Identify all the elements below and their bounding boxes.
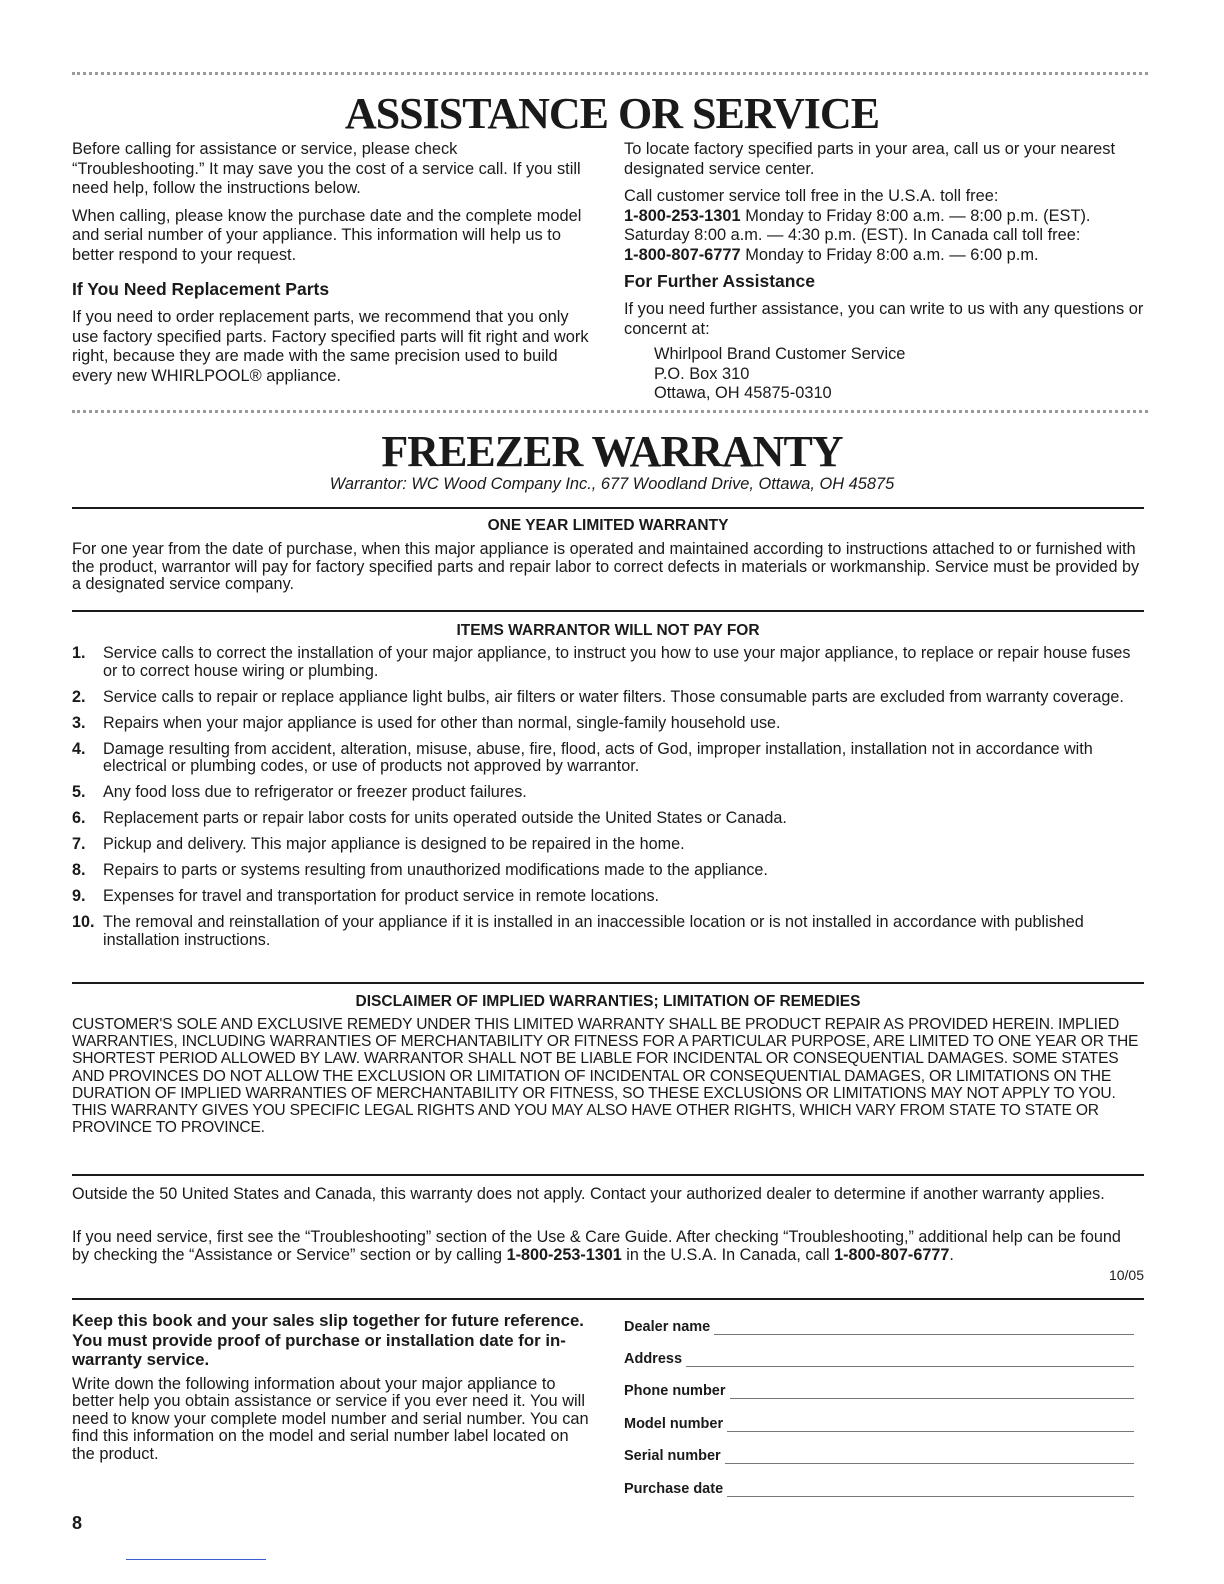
field-line <box>727 1480 1134 1497</box>
item-text: Service calls to repair or replace appliance light bulbs, air filters or water filters. Those consumable parts are excluded from warranty coverage. <box>103 687 1124 706</box>
document-version: 10/05 <box>1108 1267 1144 1283</box>
service-info-part: If you need service, first see the “Troubleshooting” section of the Use & Care Guide. After checking “Troubleshooting,” additional help can be found by checking the “Assistance or Service” section or by calling <box>72 1228 1121 1264</box>
dealer-name-field[interactable] <box>624 1313 1134 1335</box>
service-info-part: . <box>949 1245 954 1264</box>
item-text: Any food loss due to refrigerator or freezer product failures. <box>103 783 527 801</box>
list-item <box>72 645 1144 680</box>
phone-number-field[interactable] <box>624 1377 1134 1399</box>
item-text: Service calls to correct the installation of your major appliance, to instruct you how to use your major appliance, to replace or repair house fuses or to correct house wiring or plumbing. <box>103 644 1131 680</box>
service-us-phone: 1-800-253-1301 <box>506 1245 622 1264</box>
item-number: 4. <box>72 739 86 758</box>
field-label: Serial number <box>624 1448 721 1464</box>
us-hours: Monday to Friday 8:00 a.m. — 8:00 p.m. (EST). Saturday 8:00 a.m. — 4:30 p.m. (EST). In Canada call toll free: <box>624 206 1091 244</box>
item-text: Expenses for travel and transportation for product service in remote locations. <box>103 887 660 905</box>
us-phone-number: 1-800-253-1301 <box>624 206 741 225</box>
address-line: Ottawa, OH 45875-0310 <box>654 384 832 402</box>
list-item <box>72 836 1144 854</box>
address-line: P.O. Box 310 <box>654 364 750 383</box>
field-label: Dealer name <box>624 1319 711 1335</box>
item-text: Replacement parts or repair labor costs for units operated outside the United States or Canada. <box>103 809 787 827</box>
field-line <box>686 1350 1134 1367</box>
canada-phone-number: 1-800-807-6777 <box>624 245 741 264</box>
assistance-right-column <box>624 140 1144 404</box>
list-item <box>72 810 1144 828</box>
further-assistance-text: If you need further assistance, you can write to us with any questions or concernt at: <box>624 300 1144 338</box>
list-item <box>72 689 1144 707</box>
mailing-address <box>624 345 1144 404</box>
assistance-title: ASSISTANCE OR SERVICE <box>344 89 880 138</box>
assistance-calling-text: When calling, please know the purchase date and the complete model and serial number of your appliance. This information will help us to better respond to your request. <box>72 206 582 264</box>
further-assistance-heading: For Further Assistance <box>624 271 815 291</box>
item-text: Repairs to parts or systems resulting from unauthorized modifications made to the appliance. <box>103 861 768 879</box>
service-info-text <box>72 1229 1136 1264</box>
outside-us-text: Outside the 50 United States and Canada, this warranty does not apply. Contact your authorized dealer to determine if another warranty applies. <box>72 1185 1105 1203</box>
assistance-left-column <box>72 140 592 394</box>
item-number: 7. <box>72 835 86 853</box>
field-line <box>727 1415 1134 1432</box>
item-number: 1. <box>72 644 86 662</box>
model-number-field[interactable] <box>624 1410 1134 1432</box>
field-label: Purchase date <box>624 1481 724 1497</box>
item-number: 5. <box>72 783 86 801</box>
disclaimer-text: CUSTOMER'S SOLE AND EXCLUSIVE REMEDY UNDER THIS LIMITED WARRANTY SHALL BE PRODUCT REPAIR AS PROVIDED HEREIN. IMPLIED WARRANTIES, INCLUDING WARRANTIES OF MERCHANTABILITY OR FITNESS FOR A PARTICULAR PURPOSE, ARE LIMITED TO ONE YEAR OR THE SHORTEST PERIOD ALLOWED BY LAW. WARRANTOR SHALL NOT BE LIABLE FOR INCIDENTAL OR CONSEQUENTIAL DAMAGES. SOME STATES AND PROVINCES DO NOT ALLOW THE EXCLUSION OR LIMITATION OF INCIDENTAL OR CONSEQUENTIAL DAMAGES, OR LIMITATIONS ON THE DURATION OF IMPLIED WARRANTIES OF MERCHANTABILITY OR FITNESS, SO THESE EXCLUSIONS OR LIMITATIONS MAY NOT APPLY TO YOU. THIS WARRANTY GIVES YOU SPECIFIC LEGAL RIGHTS AND YOU MAY ALSO HAVE OTHER RIGHTS, WHICH VARY FROM STATE TO STATE OR PROVINCE TO PROVINCE. <box>72 1016 1139 1137</box>
list-item <box>72 862 1144 880</box>
service-info-part: in the U.S.A. In Canada, call <box>626 1245 830 1264</box>
field-line <box>730 1382 1134 1399</box>
field-line <box>714 1318 1134 1335</box>
item-number: 3. <box>72 713 86 732</box>
item-number: 8. <box>72 861 86 879</box>
canada-hours: Monday to Friday 8:00 a.m. — 6:00 p.m. <box>745 245 1039 264</box>
serial-number-field[interactable] <box>624 1442 1134 1464</box>
list-item <box>72 741 1144 776</box>
item-text: Damage resulting from accident, alteration, misuse, abuse, fire, flood, acts of God, improper installation, installation not in accordance with electrical or plumbing codes, or use of products not approved by warrantor. <box>103 739 1093 775</box>
item-text: The removal and reinstallation of your appliance if it is installed in an inaccessible location or is not installed in accordance with published installation instructions. <box>103 913 1084 949</box>
middle-divider <box>72 410 1148 413</box>
record-left-column <box>72 1311 592 1471</box>
list-item <box>72 715 1144 733</box>
field-label: Address <box>624 1351 683 1367</box>
list-item <box>72 784 1144 802</box>
section-rule <box>72 982 1144 984</box>
address-field[interactable] <box>624 1345 1134 1367</box>
customer-service-text <box>624 187 1144 265</box>
field-label: Phone number <box>624 1383 726 1399</box>
item-text: Repairs when your major appliance is used for other than normal, single-family household use. <box>103 713 781 732</box>
footer-link-underline <box>126 1559 266 1560</box>
service-canada-phone: 1-800-807-6777 <box>834 1245 950 1264</box>
top-divider <box>72 72 1148 75</box>
disclaimer-heading: DISCLAIMER OF IMPLIED WARRANTIES; LIMITATION OF REMEDIES <box>355 993 861 1010</box>
assistance-intro-text: Before calling for assistance or service, please check “Troubleshooting.” It may save you the cost of a service call. If you still need help, follow the instructions below. <box>72 140 581 197</box>
customer-service-intro: Call customer service toll free in the U.S.A. toll free: <box>624 187 999 205</box>
item-number: 6. <box>72 809 86 827</box>
list-item <box>72 914 1144 949</box>
keep-book-heading: Keep this book and your sales slip together for future reference. You must provide proof of purchase or installation date for in-warranty service. <box>72 1311 584 1369</box>
keep-book-text: Write down the following information about your major appliance to better help you obtain assistance or service if you ever need it. You will need to know your complete model number and serial number. You can find this information on the model and serial number label located on the product. <box>72 1374 589 1463</box>
section-rule <box>72 610 1144 612</box>
list-item <box>72 888 1144 906</box>
section-rule <box>72 1298 1144 1300</box>
locate-parts-text: To locate factory specified parts in your area, call us or your nearest designated service center. <box>624 140 1116 178</box>
one-year-warranty-text: For one year from the date of purchase, when this major appliance is operated and maintained according to instructions attached to or furnished with the product, warrantor will pay for factory specified parts and repair labor to correct defects in materials or workmanship. Service must be provided by a designated service company. <box>72 540 1140 593</box>
section-rule <box>72 507 1144 509</box>
field-line <box>725 1447 1134 1464</box>
item-number: 10. <box>72 913 95 931</box>
page-number: 8 <box>72 1513 83 1533</box>
warrantor-line: Warrantor: WC Wood Company Inc., 677 Woodland Drive, Ottawa, OH 45875 <box>329 475 895 493</box>
one-year-warranty-heading: ONE YEAR LIMITED WARRANTY <box>487 517 729 534</box>
section-rule <box>72 1174 1144 1176</box>
address-line: Whirlpool Brand Customer Service <box>654 345 906 363</box>
field-label: Model number <box>624 1416 724 1432</box>
not-covered-heading: ITEMS WARRANTOR WILL NOT PAY FOR <box>456 622 760 639</box>
item-number: 2. <box>72 687 86 706</box>
replacement-parts-text: If you need to order replacement parts, we recommend that you only use factory specified parts. Factory specified parts will fit right and work right, because they are made with the same precision used to build every new WHIRLPOOL® appliance. <box>72 308 589 385</box>
not-covered-list <box>72 645 1144 958</box>
item-number: 9. <box>72 887 86 905</box>
warranty-title: FREEZER WARRANTY <box>381 427 843 476</box>
replacement-parts-heading: If You Need Replacement Parts <box>72 279 330 299</box>
purchase-date-field[interactable] <box>624 1475 1134 1497</box>
item-text: Pickup and delivery. This major appliance is designed to be repaired in the home. <box>103 835 685 853</box>
